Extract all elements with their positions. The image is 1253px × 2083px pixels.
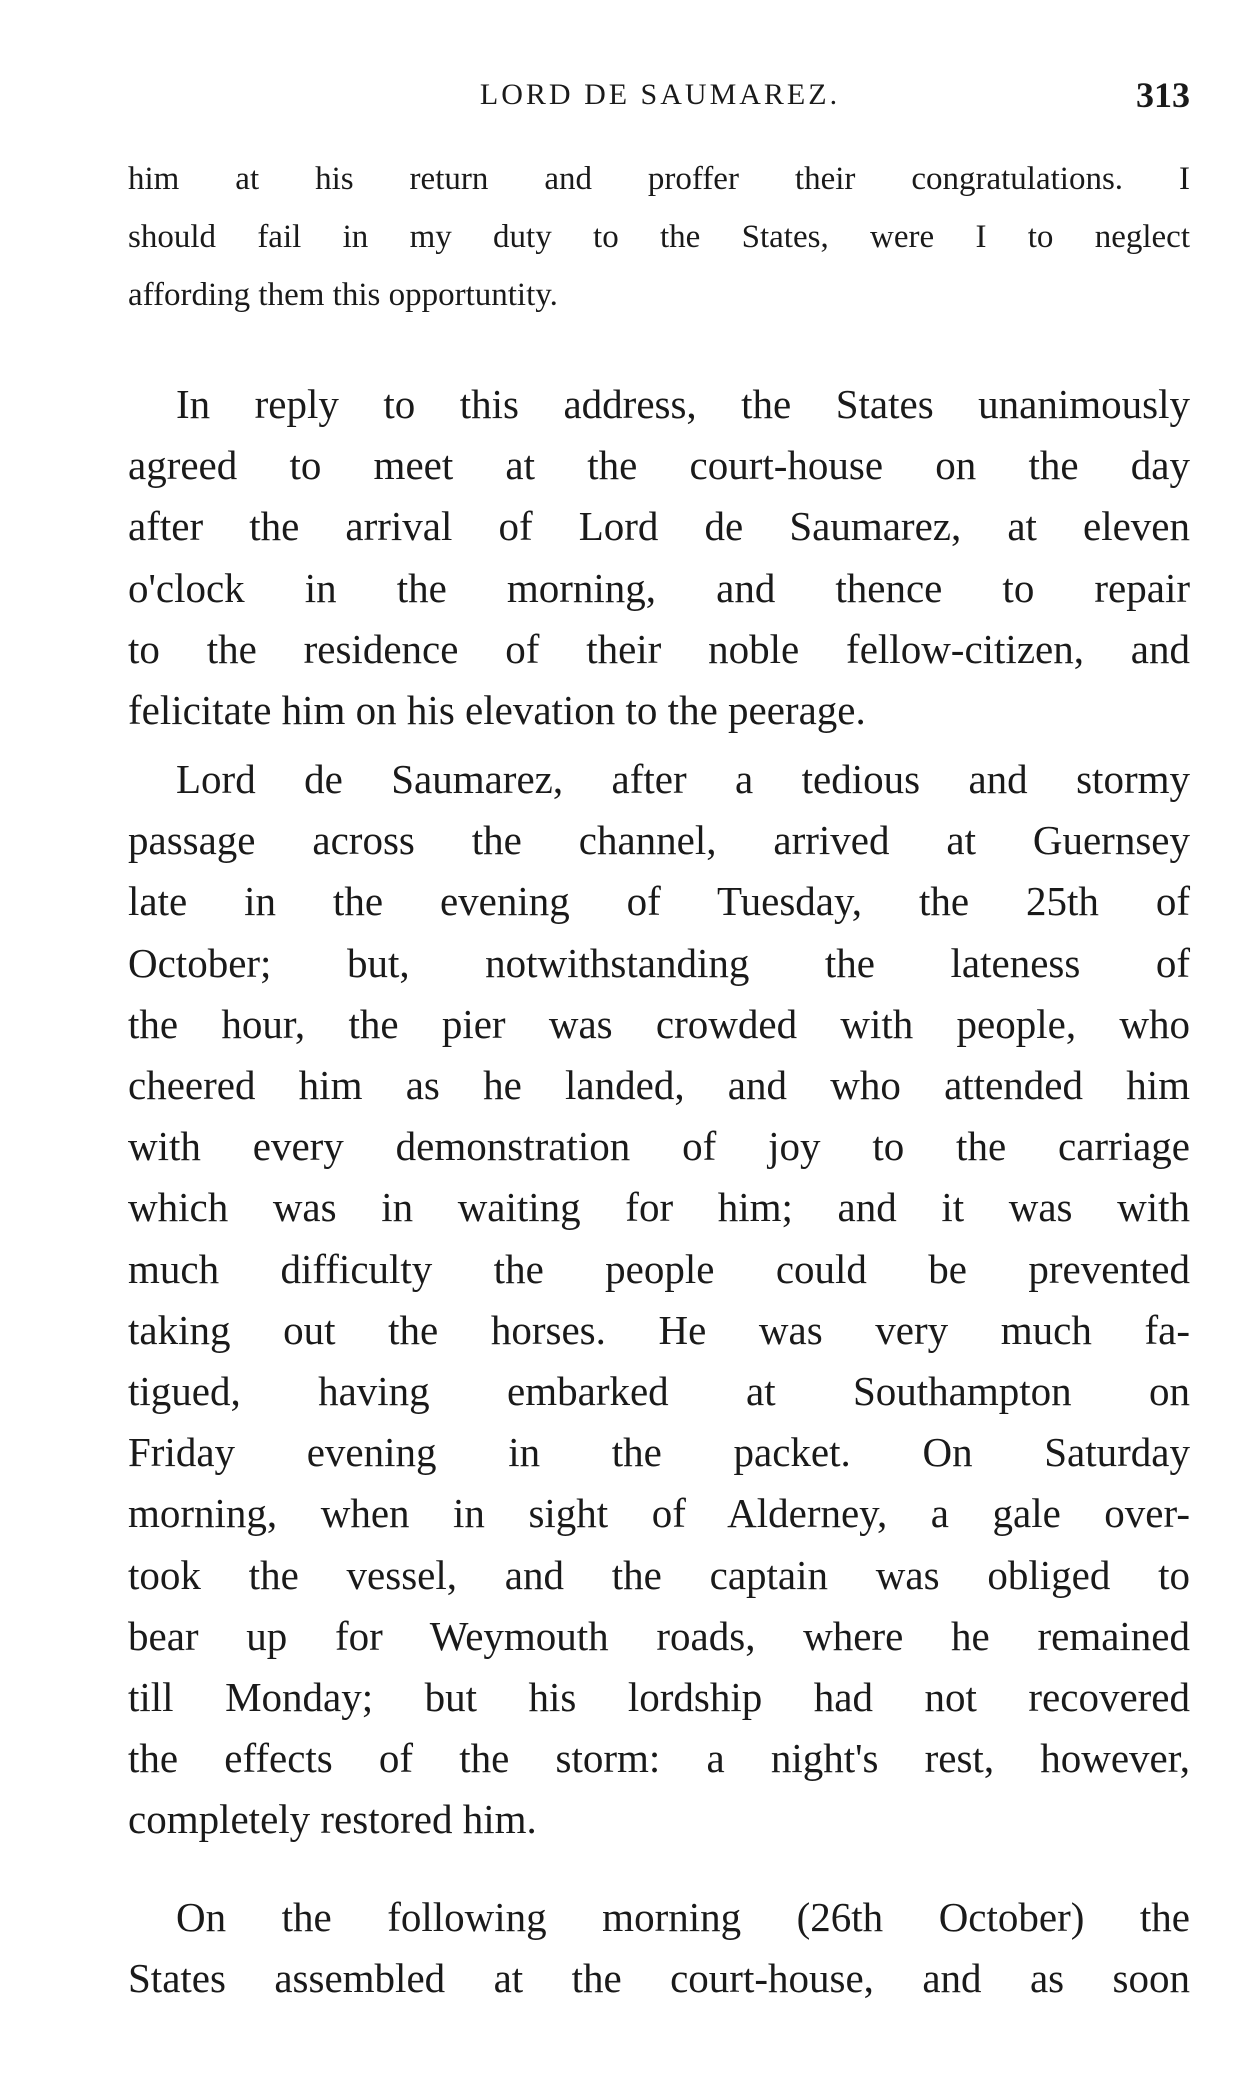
quote-line: him at his return and proffer their congratulations. I — [128, 161, 1190, 197]
quoted-address — [128, 150, 1190, 324]
paragraph-line: agreed to meet at the court-house on the day — [128, 442, 1190, 489]
running-head — [130, 72, 1190, 122]
running-title: LORD DE SAUMAREZ. — [479, 78, 841, 111]
paragraph-line: On the following morning (26th October) the — [176, 1894, 1190, 1940]
paragraph-line: the hour, the pier was crowded with people, who — [128, 1000, 1190, 1047]
paragraph-line: morning, when in sight of Alderney, a gale over- — [128, 1490, 1190, 1537]
paragraph-line: Friday evening in the packet. On Saturday — [128, 1429, 1190, 1476]
paragraph-line: taking out the horses. He was very much fa- — [128, 1306, 1190, 1353]
paragraph-line: after the arrival of Lord de Saumarez, at eleven — [128, 503, 1190, 550]
page-number: 313 — [1136, 75, 1190, 115]
paragraph-following-morning — [128, 1887, 1190, 2009]
paragraph-line: October; but, notwithstanding the lateness of — [128, 939, 1190, 986]
paragraph-line: to the residence of their noble fellow-citizen, and — [128, 625, 1190, 672]
paragraph-line: felicitate him on his elevation to the peerage. — [128, 687, 866, 734]
quote-line: affording them this opportuntity. — [128, 277, 558, 313]
paragraph-line: Lord de Saumarez, after a tedious and stormy — [176, 756, 1190, 802]
paragraph-line: took the vessel, and the captain was obliged to — [128, 1551, 1190, 1598]
paragraph-line: late in the evening of Tuesday, the 25th of — [128, 878, 1190, 925]
paragraph-arrival — [128, 749, 1190, 1851]
paragraph-line: bear up for Weymouth roads, where he remained — [128, 1612, 1190, 1659]
paragraph-line: passage across the channel, arrived at Guernsey — [128, 817, 1190, 864]
paragraph-line: o'clock in the morning, and thence to repair — [128, 564, 1190, 611]
paragraph-line: cheered him as he landed, and who attended him — [128, 1062, 1190, 1109]
paragraph-line: much difficulty the people could be prevented — [128, 1245, 1190, 1292]
paragraph-line: which was in waiting for him; and it was with — [128, 1184, 1190, 1231]
quote-line: should fail in my duty to the States, were I to neglect — [128, 219, 1190, 255]
paragraph-reply — [128, 374, 1190, 741]
paragraph-line: completely restored him. — [128, 1796, 537, 1843]
paragraph-line: till Monday; but his lordship had not recovered — [128, 1674, 1190, 1721]
paragraph-line: tigued, having embarked at Southampton on — [128, 1368, 1190, 1415]
paragraph-line: the effects of the storm: a night's rest, however, — [128, 1735, 1190, 1782]
paragraph-line: States assembled at the court-house, and as soon — [128, 1955, 1190, 2002]
paragraph-line: with every demonstration of joy to the carriage — [128, 1123, 1190, 1170]
paragraph-line: In reply to this address, the States unanimously — [176, 381, 1190, 427]
